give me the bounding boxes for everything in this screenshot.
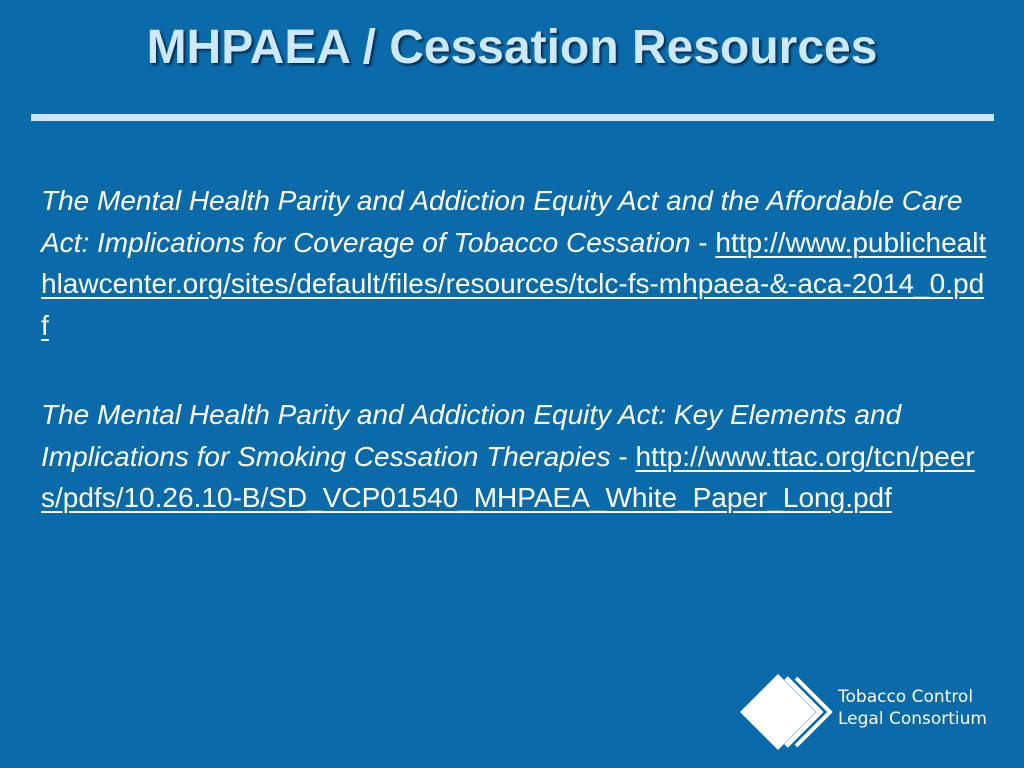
logo-line-2: Legal Consortium <box>838 709 987 729</box>
chevron-diamond-logo-icon <box>740 672 834 752</box>
resource-separator: - <box>690 226 716 258</box>
logo-line-1: Tobacco Control <box>838 687 974 707</box>
resource-link[interactable]: http://www.publichealthlawcenter.org/sites/default/files/resources/tclc-fs-mhpaea-&-aca-2014_0.pdf <box>41 226 987 341</box>
resource-item <box>41 180 991 346</box>
logo-wordmark <box>838 686 987 730</box>
resource-link[interactable]: http://www.ttac.org/tcn/peers/pdfs/10.26.10-B/SD_VCP01540_MHPAEA_White_Paper_Long.pdf <box>41 440 975 513</box>
resource-item <box>41 394 991 519</box>
tclc-logo <box>740 672 1010 752</box>
slide-title: MHPAEA / Cessation Resources <box>146 21 878 74</box>
resource-title: The Mental Health Parity and Addiction Equity Act and the Affordable Care Act: Implications for Coverage of Tobacco Cessation <box>41 185 963 258</box>
resource-separator: - <box>610 440 636 472</box>
resource-title: The Mental Health Parity and Addiction Equity Act: Key Elements and Implications for Smoking Cessation Therapies <box>41 399 902 472</box>
title-divider <box>31 114 994 121</box>
resource-list <box>41 180 991 567</box>
